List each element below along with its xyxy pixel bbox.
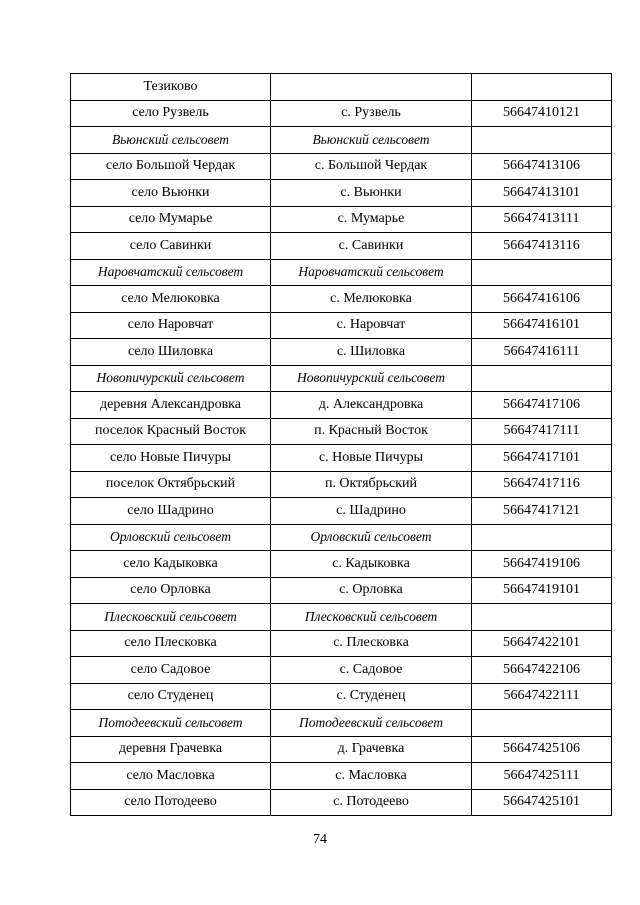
short-name-cell: Плесковский сельсовет (271, 604, 472, 631)
short-name-cell: с. Мелюковка (271, 286, 472, 313)
short-name-cell: с. Савинки (271, 233, 472, 260)
okato-code-cell: 56647410121 (472, 100, 612, 127)
okato-code-cell: 56647425111 (472, 763, 612, 790)
okato-code-cell: 56647422106 (472, 657, 612, 684)
short-name-cell: с. Вьюнки (271, 180, 472, 207)
table-row (71, 180, 612, 207)
short-name-cell: Орловский сельсовет (271, 524, 472, 551)
table-row (71, 498, 612, 525)
okato-code-cell: 56647413106 (472, 153, 612, 180)
okato-code-cell: 56647416111 (472, 339, 612, 366)
short-name-cell: с. Орловка (271, 577, 472, 604)
short-name-cell: Наровчатский сельсовет (271, 259, 472, 286)
settlement-name-cell: село Орловка (71, 577, 271, 604)
table-row (71, 418, 612, 445)
short-name-cell: с. Плесковка (271, 630, 472, 657)
okato-code-cell: 56647417106 (472, 392, 612, 419)
short-name-cell (271, 74, 472, 101)
settlement-name-cell: село Большой Чердак (71, 153, 271, 180)
settlement-name-cell: деревня Грачевка (71, 736, 271, 763)
short-name-cell: п. Октябрьский (271, 471, 472, 498)
district-row (71, 524, 612, 551)
district-row (71, 259, 612, 286)
district-row (71, 127, 612, 154)
short-name-cell: с. Потодеево (271, 789, 472, 816)
short-name-cell: Потодеевский сельсовет (271, 710, 472, 737)
district-row (71, 710, 612, 737)
settlement-name-cell: Наровчатский сельсовет (71, 259, 271, 286)
short-name-cell: д. Грачевка (271, 736, 472, 763)
settlement-name-cell: Тезиково (71, 74, 271, 101)
short-name-cell: с. Наровчат (271, 312, 472, 339)
okato-code-cell: 56647417116 (472, 471, 612, 498)
table-row (71, 100, 612, 127)
settlement-name-cell: Плесковский сельсовет (71, 604, 271, 631)
okato-code-cell: 56647422111 (472, 683, 612, 710)
settlement-name-cell: село Садовое (71, 657, 271, 684)
district-row (71, 365, 612, 392)
table-row (71, 233, 612, 260)
short-name-cell: с. Рузвель (271, 100, 472, 127)
okato-code-cell: 56647422101 (472, 630, 612, 657)
table-row (71, 789, 612, 816)
settlement-name-cell: село Масловка (71, 763, 271, 790)
okato-code-cell (472, 259, 612, 286)
settlement-name-cell: село Рузвель (71, 100, 271, 127)
settlement-name-cell: село Мумарье (71, 206, 271, 233)
settlement-name-cell: село Потодеево (71, 789, 271, 816)
short-name-cell: с. Масловка (271, 763, 472, 790)
okato-code-cell: 56647425101 (472, 789, 612, 816)
okato-code-cell (472, 365, 612, 392)
settlement-name-cell: поселок Октябрьский (71, 471, 271, 498)
settlement-name-cell: село Наровчат (71, 312, 271, 339)
settlement-name-cell: село Вьюнки (71, 180, 271, 207)
settlements-table (70, 73, 612, 816)
okato-code-cell: 56647417121 (472, 498, 612, 525)
okato-code-cell (472, 604, 612, 631)
settlement-name-cell: Новопичурский сельсовет (71, 365, 271, 392)
table-row (71, 312, 612, 339)
short-name-cell: с. Большой Чердак (271, 153, 472, 180)
settlement-name-cell: село Мелюковка (71, 286, 271, 313)
okato-code-cell: 56647413101 (472, 180, 612, 207)
table-row (71, 74, 612, 101)
short-name-cell: д. Александровка (271, 392, 472, 419)
table-row (71, 339, 612, 366)
district-row (71, 604, 612, 631)
table-row (71, 736, 612, 763)
okato-code-cell: 56647413116 (472, 233, 612, 260)
okato-code-cell: 56647416106 (472, 286, 612, 313)
table-row (71, 392, 612, 419)
settlement-name-cell: село Шиловка (71, 339, 271, 366)
okato-code-cell: 56647413111 (472, 206, 612, 233)
page-number: 74 (313, 832, 327, 847)
settlement-name-cell: Потодеевский сельсовет (71, 710, 271, 737)
settlement-name-cell: деревня Александровка (71, 392, 271, 419)
short-name-cell: с. Мумарье (271, 206, 472, 233)
table-row (71, 657, 612, 684)
table-row (71, 630, 612, 657)
settlement-name-cell: Орловский сельсовет (71, 524, 271, 551)
settlement-name-cell: Вьюнский сельсовет (71, 127, 271, 154)
okato-code-cell: 56647417111 (472, 418, 612, 445)
table-row (71, 683, 612, 710)
okato-code-cell (472, 524, 612, 551)
short-name-cell: с. Новые Пичуры (271, 445, 472, 472)
table-row (71, 471, 612, 498)
okato-code-cell (472, 74, 612, 101)
settlement-name-cell: село Новые Пичуры (71, 445, 271, 472)
table-row (71, 206, 612, 233)
okato-code-cell: 56647417101 (472, 445, 612, 472)
short-name-cell: с. Шадрино (271, 498, 472, 525)
okato-code-cell: 56647416101 (472, 312, 612, 339)
settlements-table-body (71, 74, 612, 816)
short-name-cell: с. Шиловка (271, 339, 472, 366)
table-row (71, 763, 612, 790)
short-name-cell: с. Студенец (271, 683, 472, 710)
table-row (71, 551, 612, 578)
okato-code-cell: 56647419101 (472, 577, 612, 604)
table-row (71, 577, 612, 604)
okato-code-cell (472, 710, 612, 737)
okato-code-cell (472, 127, 612, 154)
okato-code-cell: 56647425106 (472, 736, 612, 763)
short-name-cell: Новопичурский сельсовет (271, 365, 472, 392)
settlement-name-cell: село Плесковка (71, 630, 271, 657)
short-name-cell: с. Кадыковка (271, 551, 472, 578)
settlement-name-cell: поселок Красный Восток (71, 418, 271, 445)
settlement-name-cell: село Шадрино (71, 498, 271, 525)
short-name-cell: п. Красный Восток (271, 418, 472, 445)
table-row (71, 153, 612, 180)
short-name-cell: с. Садовое (271, 657, 472, 684)
settlement-name-cell: село Студенец (71, 683, 271, 710)
settlement-name-cell: село Кадыковка (71, 551, 271, 578)
table-row (71, 286, 612, 313)
short-name-cell: Вьюнский сельсовет (271, 127, 472, 154)
okato-code-cell: 56647419106 (472, 551, 612, 578)
table-row (71, 445, 612, 472)
settlement-name-cell: село Савинки (71, 233, 271, 260)
